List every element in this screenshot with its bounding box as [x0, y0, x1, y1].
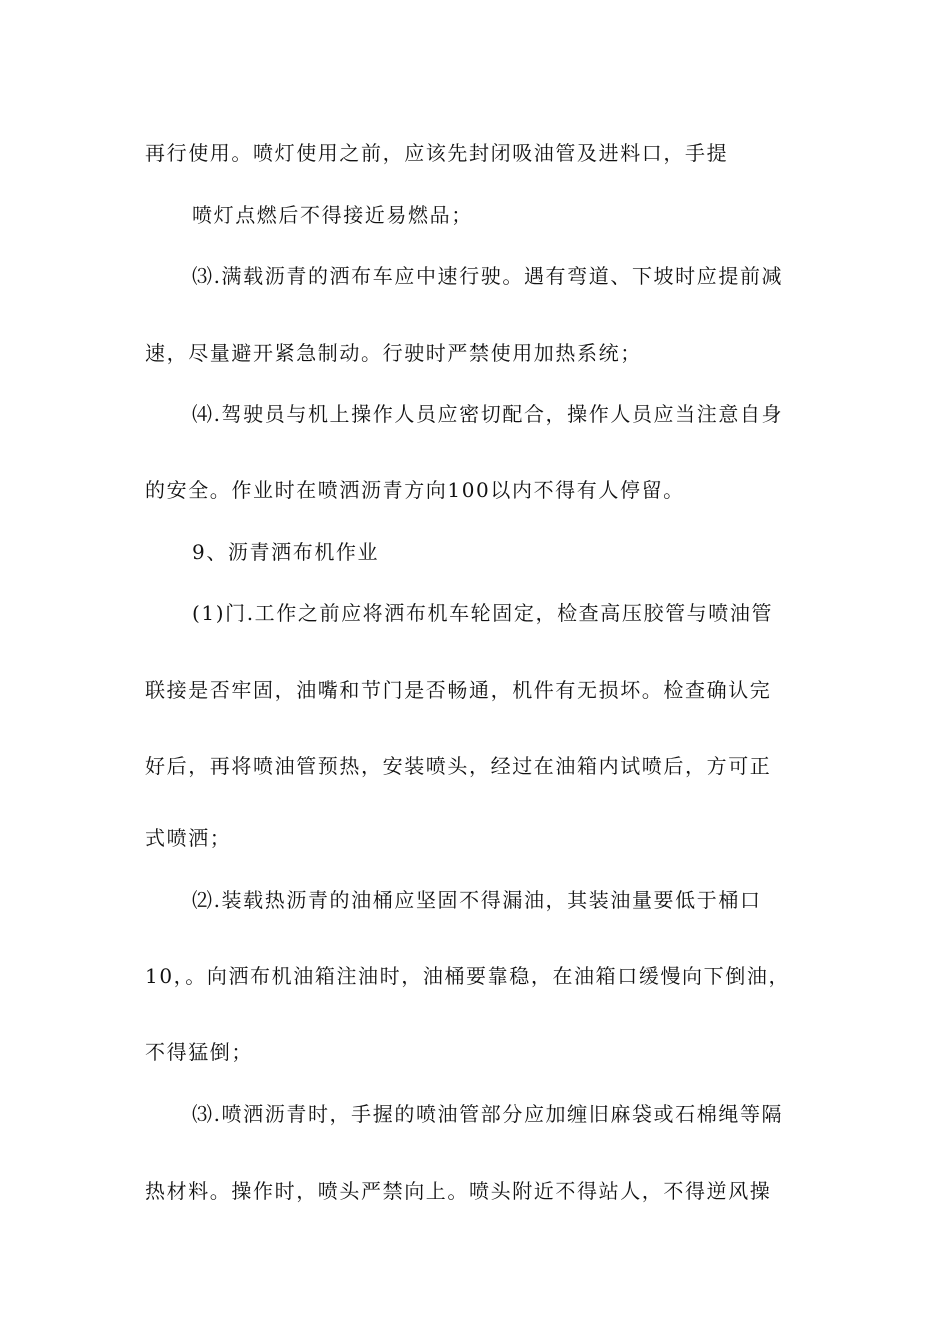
- text-line: 式喷洒；: [145, 826, 232, 850]
- text-line: 联接是否牢固，油嘴和节门是否畅通，机件有无损坏。检查确认完: [145, 678, 772, 702]
- text-line: 喷灯点燃后不得接近易燃品；: [192, 203, 473, 227]
- text-line: ⑵.装载热沥青的油桶应坚固不得漏油，其装油量要低于桶口: [192, 888, 762, 912]
- text-line: 好后，再将喷油管预热，安装喷头，经过在油箱内试喷后，方可正: [145, 754, 772, 778]
- text-line: ⑶.喷洒沥青时，手握的喷油管部分应加缠旧麻袋或石棉绳等隔: [192, 1102, 784, 1126]
- text-line: ⑷.驾驶员与机上操作人员应密切配合，操作人员应当注意自身: [192, 402, 784, 426]
- text-line: 热材料。操作时，喷头严禁向上。喷头附近不得站人，不得逆风操: [145, 1179, 772, 1203]
- text-line: 速，尽量避开紧急制动。行驶时严禁使用加热系统；: [145, 341, 642, 365]
- text-line: ⑶.满载沥青的洒布车应中速行驶。遇有弯道、下坡时应提前减: [192, 264, 784, 288]
- text-line: 10，。向洒布机油箱注油时，油桶要靠稳，在油箱口缓慢向下倒油，: [145, 964, 791, 988]
- text-line: 的安全。作业时在喷洒沥青方向100以内不得有人停留。: [145, 478, 685, 502]
- text-line: 不得猛倒；: [145, 1040, 253, 1064]
- text-line: (1)门.工作之前应将洒布机车轮固定，检查高压胶管与喷油管: [192, 601, 774, 625]
- section-heading: 9、沥青洒布机作业: [192, 540, 380, 564]
- text-line: 再行使用。喷灯使用之前，应该先封闭吸油管及进料口，手提: [145, 141, 729, 165]
